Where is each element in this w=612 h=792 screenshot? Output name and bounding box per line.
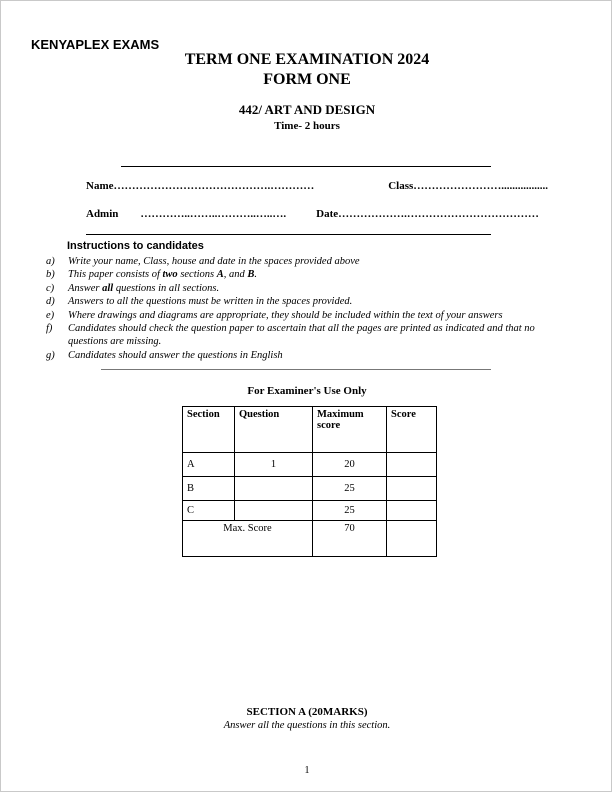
admin-fields-row bbox=[86, 208, 548, 220]
header-maximum-score: Maximum score bbox=[313, 407, 387, 453]
instruction-letter: e) bbox=[46, 309, 55, 321]
cell-question bbox=[235, 501, 313, 521]
section-a-subtitle: Answer all the questions in this section. bbox=[223, 720, 391, 731]
exam-title: TERM ONE EXAMINATION 2024 bbox=[184, 51, 430, 68]
instruction-letter: d) bbox=[46, 296, 55, 308]
cell-question: 1 bbox=[235, 453, 313, 477]
instructions-list bbox=[46, 255, 568, 362]
cell-score bbox=[387, 453, 437, 477]
table-row-total bbox=[183, 521, 437, 557]
instruction-text: Write your name, Class, house and date in the spaces provided above bbox=[68, 256, 360, 267]
brand-header: KENYAPLEX EXAMS bbox=[31, 37, 160, 52]
subject-title: 442/ ART AND DESIGN bbox=[238, 102, 376, 117]
examiner-table-title: For Examiner's Use Only bbox=[247, 385, 367, 397]
instruction-letter: b) bbox=[46, 269, 55, 281]
candidate-fields-row bbox=[86, 180, 548, 192]
divider-line-fields bbox=[86, 234, 491, 235]
divider-line-top bbox=[121, 166, 491, 167]
instruction-letter: f) bbox=[46, 323, 53, 335]
instruction-letter: a) bbox=[46, 256, 55, 267]
instruction-letter: g) bbox=[46, 349, 55, 361]
instruction-item-f bbox=[46, 322, 568, 349]
instruction-text: Candidates should check the question paper to ascertain that all the pages are printed as indicated and that no questions are missing. bbox=[68, 323, 535, 348]
instruction-text: This paper consists of two sections A, and B. bbox=[68, 269, 258, 281]
admin-field: …………..……..………..…..…. bbox=[140, 208, 287, 220]
divider-line-instructions bbox=[101, 369, 491, 370]
cell-total-score bbox=[387, 521, 437, 557]
table-row-a bbox=[183, 453, 437, 477]
cell-max: 25 bbox=[313, 501, 387, 521]
table-row-b bbox=[183, 477, 437, 501]
header-score: Score bbox=[387, 407, 437, 453]
cell-max: 20 bbox=[313, 453, 387, 477]
instruction-letter: c) bbox=[46, 282, 55, 294]
class-field: Class……………………................. bbox=[388, 180, 548, 192]
page-number: 1 bbox=[304, 765, 310, 776]
admin-label: Admin bbox=[86, 208, 119, 220]
form-level: FORM ONE bbox=[263, 71, 351, 88]
instruction-text: Candidates should answer the questions in English bbox=[68, 349, 283, 361]
instruction-item-e bbox=[46, 309, 568, 322]
instruction-item-g bbox=[46, 349, 568, 362]
date-field: Date……………….……………………………… bbox=[316, 208, 539, 220]
cell-score bbox=[387, 501, 437, 521]
section-a-title: SECTION A (20MARKS) bbox=[246, 706, 368, 718]
instruction-item-b bbox=[46, 268, 568, 281]
instruction-item-c bbox=[46, 282, 568, 295]
header-question: Question bbox=[235, 407, 313, 453]
instruction-text: Where drawings and diagrams are appropriate, they should be included within the text of your answers bbox=[68, 309, 503, 321]
instruction-item-d bbox=[46, 295, 568, 308]
examiner-table-header-row bbox=[183, 407, 437, 453]
examiner-table bbox=[182, 406, 437, 557]
cell-section: A bbox=[183, 453, 235, 477]
instruction-item-a bbox=[46, 255, 568, 268]
time-allowed: Time- 2 hours bbox=[274, 120, 340, 132]
cell-section: C bbox=[183, 501, 235, 521]
instructions-heading: Instructions to candidates bbox=[67, 240, 204, 252]
header-section: Section bbox=[183, 407, 235, 453]
cell-section: B bbox=[183, 477, 235, 501]
instruction-text: Answers to all the questions must be written in the spaces provided. bbox=[68, 296, 353, 308]
table-row-c bbox=[183, 501, 437, 521]
cell-question bbox=[235, 477, 313, 501]
cell-score bbox=[387, 477, 437, 501]
cell-total-max: 70 bbox=[313, 521, 387, 557]
max-score-label: Max. Score bbox=[183, 521, 313, 557]
name-field: Name…………………………………….………… bbox=[86, 180, 315, 192]
instruction-text: Answer all questions in all sections. bbox=[68, 282, 220, 294]
cell-max: 25 bbox=[313, 477, 387, 501]
